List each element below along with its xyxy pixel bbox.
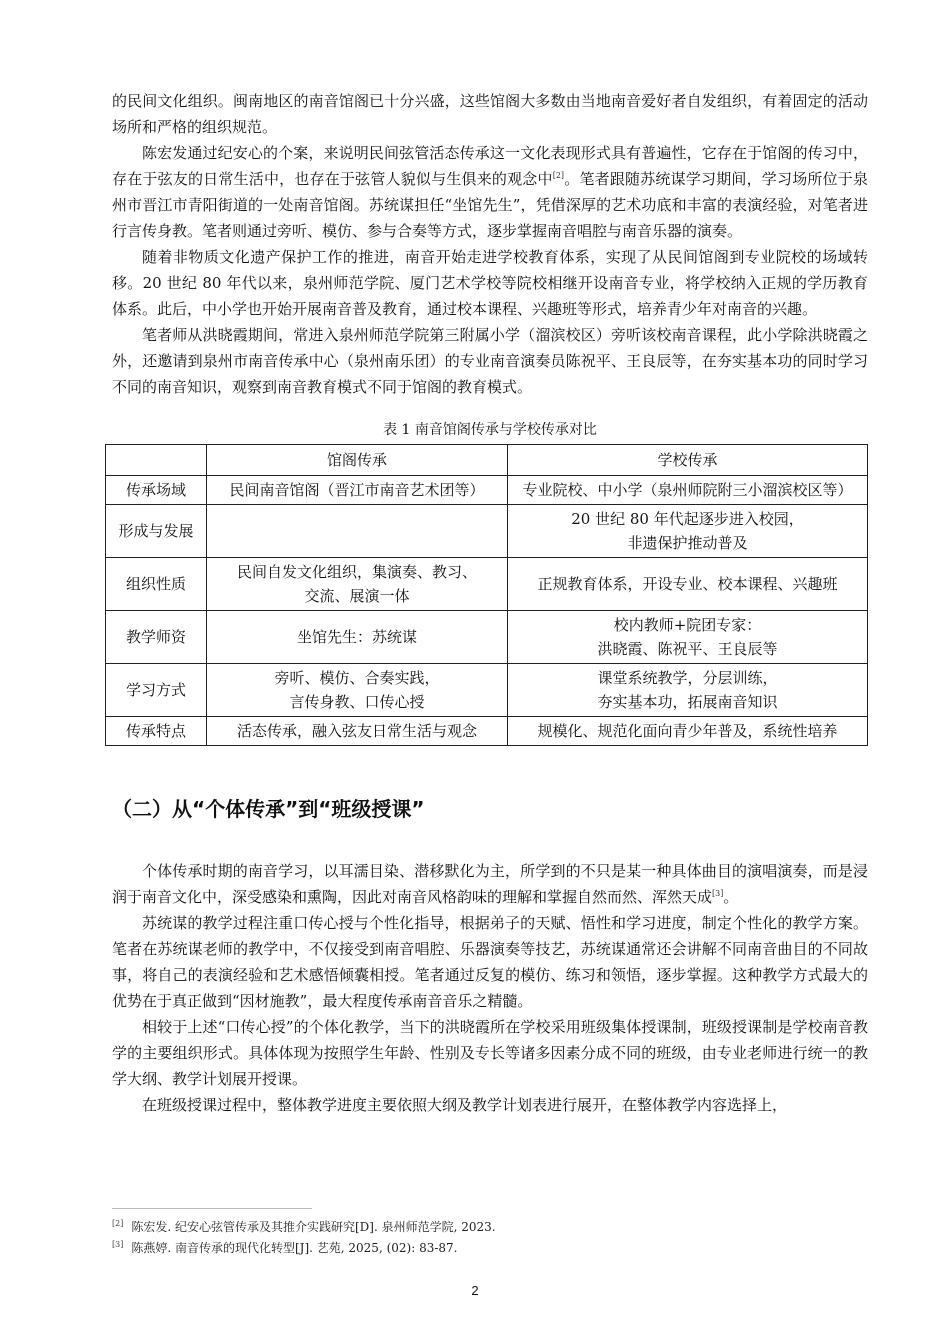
paragraph-2-text-b: 。笔者跟随苏统谋学习期间，学习场所位于泉州市晋江市青阳街道的一处南音馆阁。苏统谋担任“坐馆先生”，凭借深厚的艺术功底和丰富的表演经验，对笔者进行言传身教。笔者则通过旁听、模仿、参与合奏等方式，逐步掌握南音唱腔与南音乐器的演奏。 xyxy=(112,170,868,240)
cell-line: 非遗保护推动普及 xyxy=(627,534,748,552)
table-row xyxy=(106,476,868,505)
guange-cell xyxy=(207,558,508,611)
table-row xyxy=(106,664,868,717)
cell-line: 民间南音馆阁（晋江市南音艺术团等） xyxy=(229,481,485,499)
cell-line: 坐馆先生：苏统谋 xyxy=(296,628,417,646)
school-cell xyxy=(508,476,868,505)
cell-line: 洪晓霞、陈祝平、王良辰等 xyxy=(597,640,778,658)
cell-line: 课堂系统教学，分层训练， xyxy=(597,669,778,687)
row-label: 组织性质 xyxy=(106,558,207,611)
table-row xyxy=(106,505,868,558)
cell-line: 言传身教、口传心授 xyxy=(289,693,425,711)
school-cell xyxy=(508,558,868,611)
section-paragraph-3: 相较于上述“口传心授”的个体化教学，当下的洪晓霞所在学校采用班级集体授课制，班级授课制是学校南音教学的主要组织形式。具体体现为按照学生年龄、性别及专长等诸多因素分成不同的班级，由专业老师进行统一的教学大纲、教学计划展开授课。 xyxy=(112,1018,868,1088)
guange-cell xyxy=(207,505,508,558)
row-label: 形成与发展 xyxy=(106,505,207,558)
table-header-row xyxy=(106,445,868,476)
cell-line: 旁听、模仿、合奏实践， xyxy=(274,669,440,687)
citation-3[interactable]: [3] xyxy=(712,889,724,898)
table-header-cell: 学校传承 xyxy=(508,445,868,476)
paragraph-4: 笔者师从洪晓霞期间，常进入泉州师范学院第三附属小学（溜滨校区）旁听该校南音课程，此小学除洪晓霞之外，还邀请到泉州市南音传承中心（泉州南乐团）的专业南音演奏员陈祝平、王良辰等，在夯实基本功的同时学习不同的南音知识，观察到南音教育模式不同于馆阁的教育模式。 xyxy=(112,326,868,396)
section-heading: （二）从“个体传承”到“班级授课” xyxy=(112,797,425,821)
table-row xyxy=(106,611,868,664)
paragraph-1: 的民间文化组织。闽南地区的南音馆阁已十分兴盛，这些馆阁大多数由当地南音爱好者自发组织，有着固定的活动场所和严格的组织规范。 xyxy=(112,92,868,136)
row-label: 传承场域 xyxy=(106,476,207,505)
section-paragraph-1 xyxy=(112,858,868,910)
school-cell xyxy=(508,664,868,717)
citation-2[interactable]: [2] xyxy=(552,171,565,180)
table-caption: 表 1 南音馆阁传承与学校传承对比 xyxy=(383,422,597,438)
section-paragraph-2: 苏统谋的教学过程注重口传心授与个性化指导，根据弟子的天赋、悟性和学习进度，制定个性化的教学方案。笔者在苏统谋老师的教学中，不仅接受到南音唱腔、乐器演奏等技艺，苏统谋通常还会讲解不同南音曲目的不同故事，将自己的表演经验和艺术感悟倾囊相授。笔者通过反复的模仿、练习和领悟，逐步掌握。这种教学方式最大的优势在于真正做到“因材施教”，最大程度传承南音音乐之精髓。 xyxy=(112,914,868,1010)
table-row xyxy=(106,558,868,611)
row-label: 教学师资 xyxy=(106,611,207,664)
row-label: 传承特点 xyxy=(106,717,207,746)
cell-line: 校内教师+院团专家： xyxy=(613,616,762,634)
page-number: 2 xyxy=(471,1283,479,1298)
section-paragraph-4: 在班级授课过程中，整体教学进度主要依照大纲及教学计划表进行展开，在整体教学内容选择上， xyxy=(142,1096,788,1114)
table-row xyxy=(106,717,868,746)
guange-cell xyxy=(207,611,508,664)
school-cell xyxy=(508,611,868,664)
cell-line: 规模化、规范化面向青少年普及，系统性培养 xyxy=(537,722,838,740)
footnote-mark: [3] xyxy=(112,1240,124,1249)
school-cell xyxy=(508,717,868,746)
comparison-table xyxy=(105,444,868,746)
guange-cell xyxy=(207,476,508,505)
cell-line: 正规教育体系，开设专业、校本课程、兴趣班 xyxy=(537,575,838,593)
footnote-item xyxy=(112,1215,868,1236)
cell-line: 20 世纪 80 年代起逐步进入校园， xyxy=(571,510,804,528)
cell-line: 专业院校、中小学（泉州师院附三小溜滨校区等） xyxy=(522,481,853,499)
row-label: 学习方式 xyxy=(106,664,207,717)
cell-line: 交流、展演一体 xyxy=(304,587,410,605)
table-header-cell: 馆阁传承 xyxy=(207,445,508,476)
footnote-text: 陈燕婷. 南音传承的现代化转型[J]. 艺苑, 2025, (02): 83-87. xyxy=(131,1241,458,1255)
section-paragraph-1-text: 个体传承时期的南音学习，以耳濡目染、潜移默化为主，所学到的不只是某一种具体曲目的演唱演奏，而是浸润于南音文化中，深受感染和熏陶，因此对南音风格韵味的理解和掌握自然而然、浑然天成 xyxy=(112,862,868,906)
guange-cell xyxy=(207,664,508,717)
paragraph-2 xyxy=(112,140,868,244)
cell-line: 活态传承，融入弦友日常生活与观念 xyxy=(236,722,477,740)
footnote-item xyxy=(112,1236,868,1257)
section-paragraph-1-end: 。 xyxy=(723,888,739,906)
paragraph-3: 随着非物质文化遗产保护工作的推进，南音开始走进学校教育体系，实现了从民间馆阁到专业院校的场域转移。20 世纪 80 年代以来，泉州师范学院、厦门艺术学校等院校相继开设南音专业，将学校纳入正规的学历教育体系。此后，中小学也开始开展南音普及教育，通过校本课程、兴趣班等形式，培养青少年对南音的兴趣。 xyxy=(112,248,868,318)
paragraph-2-text-a: 陈宏发通过纪安心的个案，来说明民间弦管活态传承这一文化表现形式具有普遍性，它存在于馆阁的传习中，存在于弦友的日常生活中，也存在于弦管人貌似与生俱来的观念中 xyxy=(112,144,868,188)
guange-cell xyxy=(207,717,508,746)
cell-line: 夯实基本功，拓展南音知识 xyxy=(597,693,778,711)
footnotes xyxy=(112,1208,868,1257)
footnote-mark: [2] xyxy=(112,1219,124,1228)
school-cell xyxy=(508,505,868,558)
cell-line: 民间自发文化组织，集演奏、教习、 xyxy=(236,563,477,581)
footnote-divider xyxy=(112,1208,312,1209)
page-body xyxy=(112,88,868,1118)
table-header-cell xyxy=(106,445,207,476)
footnote-text: 陈宏发. 纪安心弦管传承及其推介实践研究[D]. 泉州师范学院, 2023. xyxy=(131,1220,496,1234)
